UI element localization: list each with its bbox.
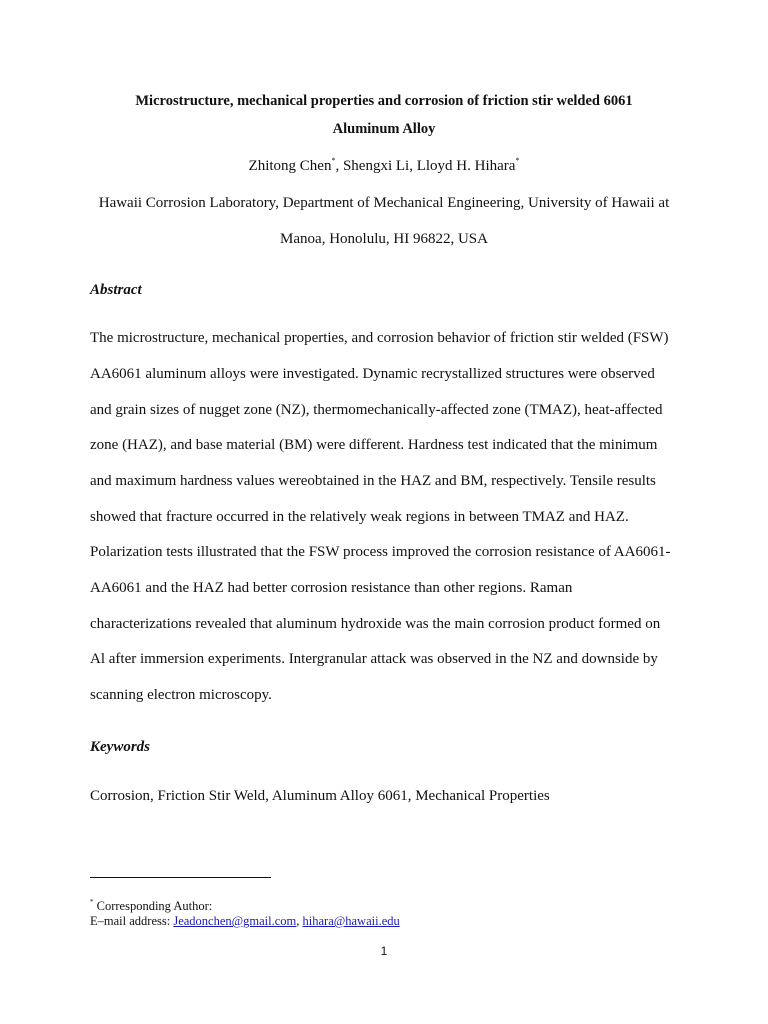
abstract-line: Polarization tests illustrated that the FSW process improved the corrosion resistance of AA6061- <box>90 544 671 560</box>
footnote-label: Corresponding Author: <box>93 899 213 913</box>
footnote-divider <box>90 877 271 878</box>
author-name: Lloyd H. Hihara <box>416 158 516 174</box>
abstract-heading: Abstract <box>90 282 142 298</box>
email-link-hihara[interactable]: hihara@hawaii.edu <box>302 914 400 928</box>
author-name: Zhitong Chen <box>248 158 332 174</box>
abstract-line: and maximum hardness values wereobtained in the HAZ and BM, respectively. Tensile results <box>90 473 656 489</box>
email-label: E–mail address: <box>90 914 174 928</box>
page-number: 1 <box>380 944 388 958</box>
corresponding-author-mark: * <box>515 156 520 165</box>
abstract-line: AA6061 aluminum alloys were investigated. Dynamic recrystallized structures were observed <box>90 366 655 382</box>
footnote-corresponding-author <box>90 899 212 914</box>
corresponding-author-mark: * <box>331 156 336 165</box>
paper-title-line-2: Aluminum Alloy <box>332 121 436 137</box>
email-link-chen[interactable]: Jeadonchen@gmail.com <box>173 914 297 928</box>
abstract-line: scanning electron microscopy. <box>90 687 272 703</box>
footnote-mark: * <box>90 898 94 906</box>
keywords-heading: Keywords <box>90 739 150 755</box>
keywords-text: Corrosion, Friction Stir Weld, Aluminum Alloy 6061, Mechanical Properties <box>90 788 550 804</box>
abstract-line: characterizations revealed that aluminum hydroxide was the main corrosion product formed on <box>90 616 661 632</box>
author-list <box>0 158 768 175</box>
abstract-line: The microstructure, mechanical properties, and corrosion behavior of friction stir welded (FSW) <box>90 330 669 346</box>
abstract-line: showed that fracture occurred in the relatively weak regions in between TMAZ and HAZ. <box>90 509 629 525</box>
paper-title-line-1: Microstructure, mechanical properties and corrosion of friction stir welded 6061 <box>135 93 633 109</box>
author-names: , Shengxi Li, <box>335 158 417 174</box>
affiliation-line-1: Hawaii Corrosion Laboratory, Department of Mechanical Engineering, University of Hawaii at <box>98 195 670 211</box>
abstract-line: zone (HAZ), and base material (BM) were different. Hardness test indicated that the minimum <box>90 437 658 453</box>
abstract-line: Al after immersion experiments. Intergranular attack was observed in the NZ and downside by <box>90 651 658 667</box>
abstract-line: and grain sizes of nugget zone (NZ), thermomechanically-affected zone (TMAZ), heat-affected <box>90 402 663 418</box>
email-separator: , <box>296 914 303 928</box>
footnote-email-line <box>90 914 400 929</box>
abstract-line: AA6061 and the HAZ had better corrosion resistance than other regions. Raman <box>90 580 573 596</box>
affiliation-line-2: Manoa, Honolulu, HI 96822, USA <box>280 231 488 247</box>
